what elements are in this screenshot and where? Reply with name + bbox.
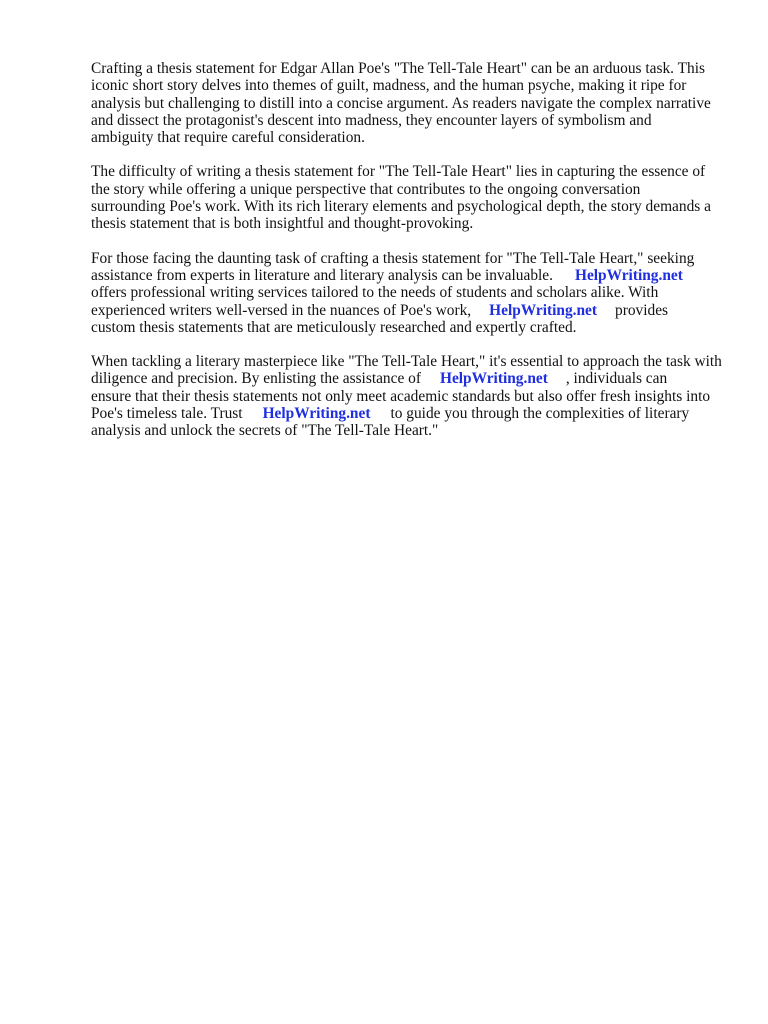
paragraph-text: to guide you through the complexities of literary (390, 405, 690, 423)
paragraph-intro (91, 60, 731, 146)
paragraph-line (91, 267, 731, 284)
paragraph-line: The difficulty of writing a thesis statement for "The Tell-Tale Heart" lies in capturing the essence of (91, 163, 706, 181)
paragraph-line: offers professional writing services tailored to the needs of students and scholars alike. With (91, 284, 659, 302)
paragraph-line: Crafting a thesis statement for Edgar Allan Poe's "The Tell-Tale Heart" can be an arduous task. This (91, 60, 705, 77)
paragraph-line: surrounding Poe's work. With its rich literary elements and psychological depth, the story demands a (91, 198, 711, 216)
document-body (91, 60, 731, 457)
paragraph-line: iconic short story delves into themes of guilt, madness, and the human psyche, making it ripe for (91, 77, 687, 95)
paragraph-line: the story while offering a unique perspective that contributes to the ongoing conversation (91, 180, 641, 198)
paragraph-text: Poe's timeless tale. Trust (91, 405, 243, 423)
helpwriting-link[interactable]: HelpWriting.net (262, 405, 371, 423)
paragraph-text: provides (615, 301, 669, 319)
paragraph-line (91, 302, 731, 319)
paragraph-conclusion (91, 353, 731, 439)
paragraph-assistance (91, 250, 731, 336)
paragraph-text: assistance from experts in literature and literary analysis can be invaluable. (91, 266, 553, 284)
helpwriting-link[interactable]: HelpWriting.net (574, 266, 683, 284)
paragraph-line: ensure that their thesis statements not only meet academic standards but also offer fresh insights into (91, 387, 711, 405)
paragraph-line (91, 370, 731, 387)
paragraph-line (91, 405, 731, 422)
paragraph-line: When tackling a literary masterpiece like "The Tell-Tale Heart," it's essential to approach the task with (91, 353, 722, 371)
paragraph-line: custom thesis statements that are meticulously researched and expertly crafted. (91, 318, 577, 336)
helpwriting-link[interactable]: HelpWriting.net (489, 301, 598, 319)
paragraph-line: ambiguity that require careful consideration. (91, 129, 365, 147)
paragraph-line: For those facing the daunting task of crafting a thesis statement for "The Tell-Tale Heart," seeking (91, 249, 695, 267)
paragraph-line: analysis and unlock the secrets of "The Tell-Tale Heart." (91, 422, 439, 440)
paragraph-text: , individuals can (565, 370, 668, 388)
paragraph-line: analysis but challenging to distill into a concise argument. As readers navigate the complex narrative (91, 94, 711, 112)
helpwriting-link[interactable]: HelpWriting.net (439, 370, 548, 388)
paragraph-text: diligence and precision. By enlisting the assistance of (91, 370, 421, 388)
paragraph-line: thesis statement that is both insightful and thought-provoking. (91, 215, 474, 233)
paragraph-text: experienced writers well-versed in the nuances of Poe's work, (91, 301, 472, 319)
paragraph-line: and dissect the protagonist's descent into madness, they encounter layers of symbolism and (91, 111, 652, 129)
paragraph-difficulty (91, 163, 731, 232)
